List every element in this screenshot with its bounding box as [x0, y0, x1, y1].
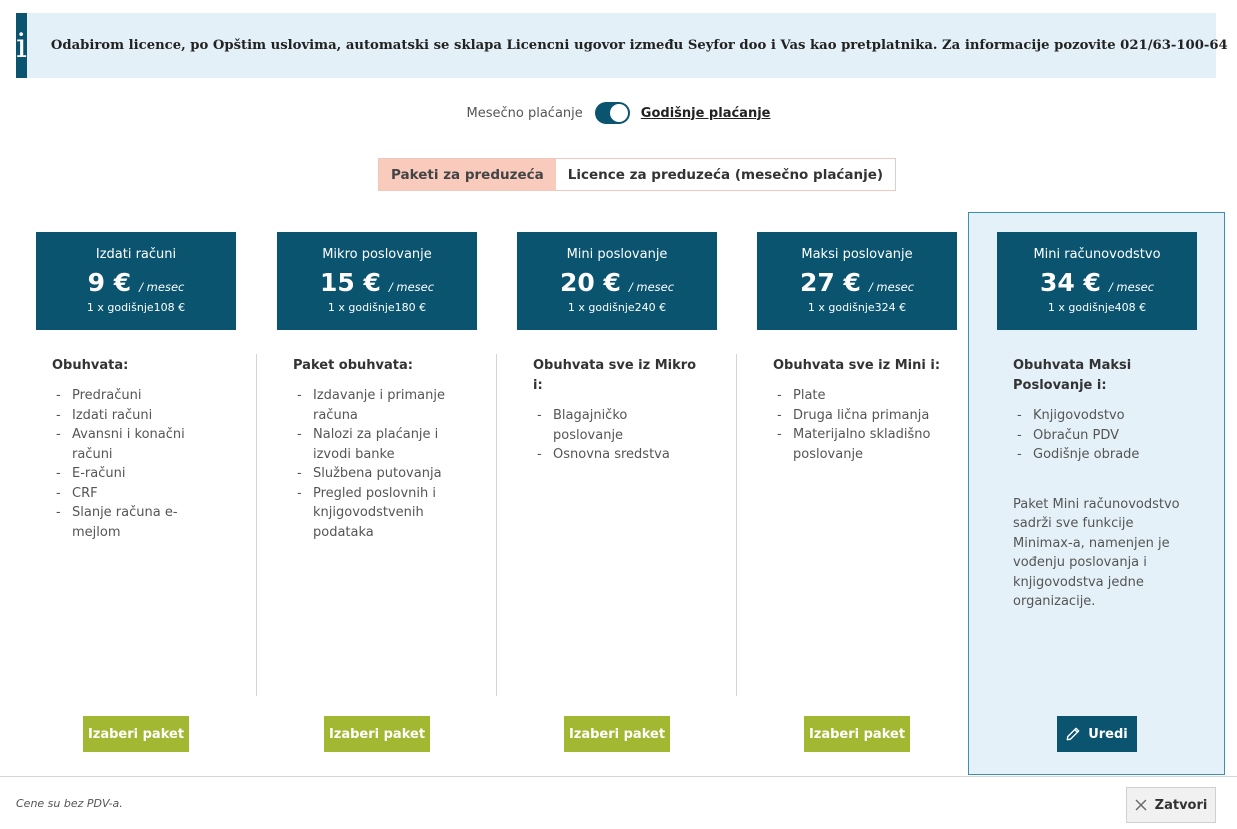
list-item: - Predračuni: [52, 386, 220, 406]
monthly-billing-label[interactable]: Mesečno plaćanje: [466, 105, 583, 121]
package-name: Mini računovodstvo: [1033, 247, 1161, 262]
info-icon: i: [16, 13, 27, 78]
package-content: [997, 356, 1197, 612]
package-name: Mini poslovanje: [566, 247, 668, 262]
feature-list: [533, 406, 701, 465]
edit-button-label: Uredi: [1088, 726, 1128, 742]
list-item: - Blagajničko poslovanje: [533, 406, 701, 445]
vat-note: Cene su bez PDV-a.: [16, 797, 123, 810]
list-item: - Osnovna sredstva: [533, 445, 701, 465]
package-header: [277, 232, 477, 330]
package-header: [36, 232, 236, 330]
list-item: - CRF: [52, 484, 220, 504]
yearly-price: 1 x godišnje240 €: [567, 301, 667, 314]
tab-company-licences[interactable]: Licence za preduzeća (mesečno plaćanje): [556, 159, 895, 190]
yearly-price: 1 x godišnje408 €: [1047, 301, 1147, 314]
banner-text: Odabirom licence, po Opštim uslovima, automatski se sklapa Licencni ugovor između Seyfor doo i Vas kao pretplatnika. Za informacije pozovite 021/63-100-64: [50, 38, 1228, 53]
yearly-price: 1 x godišnje324 €: [807, 301, 907, 314]
package-name: Maksi poslovanje: [801, 247, 913, 262]
price-unit: / mesec: [868, 280, 915, 294]
includes-title: Obuhvata Maksi Poslovanje i:: [1013, 358, 1132, 393]
list-item: - Plate: [773, 386, 941, 406]
close-icon: [1135, 799, 1147, 811]
column-divider: [736, 354, 737, 696]
yearly-price: 1 x godišnje180 €: [327, 301, 427, 314]
list-item: - Izdavanje i primanje računa: [293, 386, 461, 425]
price-unit: / mesec: [628, 280, 675, 294]
list-item: - E-računi: [52, 464, 220, 484]
package-name: Izdati računi: [95, 247, 177, 262]
feature-list: [293, 386, 461, 542]
includes-title: Obuhvata:: [52, 358, 129, 373]
package-price: 20 €: [559, 268, 621, 297]
includes-title: Obuhvata sve iz Mini i:: [773, 358, 941, 373]
tab-company-packages[interactable]: Paketi za preduzeća: [379, 159, 556, 190]
list-item: - Godišnje obrade: [1013, 445, 1181, 465]
list-item: - Izdati računi: [52, 406, 220, 426]
package-card-maksi-poslovanje: [757, 232, 957, 464]
package-price: 27 €: [799, 268, 861, 297]
footer-divider: [0, 776, 1237, 777]
close-button[interactable]: [1126, 787, 1216, 823]
column-divider: [256, 354, 257, 696]
feature-list: [52, 386, 220, 542]
package-card-izdati-racuni: [36, 232, 236, 542]
billing-toggle-row: [0, 102, 1237, 124]
list-item: - Slanje računa e-mejlom: [52, 503, 220, 542]
list-item: - Službena putovanja: [293, 464, 461, 484]
package-content: [757, 356, 957, 464]
select-package-button-mikro[interactable]: Izaberi paket: [324, 716, 430, 752]
close-button-label: Zatvori: [1154, 797, 1208, 813]
list-item: - Pregled poslovnih i knjigovodstvenih podataka: [293, 484, 461, 543]
yearly-billing-label[interactable]: Godišnje plaćanje: [640, 105, 771, 121]
package-header: [757, 232, 957, 330]
price-unit: / mesec: [388, 280, 435, 294]
includes-title: Paket obuhvata:: [293, 358, 413, 373]
yearly-price: 1 x godišnje108 €: [86, 301, 186, 314]
package-price: 9 €: [87, 268, 132, 297]
select-package-button-mini[interactable]: Izaberi paket: [564, 716, 670, 752]
package-tabs: [378, 158, 896, 191]
pencil-icon: [1066, 727, 1080, 741]
package-price: 15 €: [319, 268, 381, 297]
price-unit: / mesec: [139, 280, 185, 294]
switch-knob: [610, 104, 628, 122]
feature-list: [1013, 406, 1181, 465]
feature-list: [773, 386, 941, 464]
package-card-mini-poslovanje: [517, 232, 717, 465]
list-item: - Nalozi za plaćanje i izvodi banke: [293, 425, 461, 464]
list-item: - Materijalno skladišno poslovanje: [773, 425, 941, 464]
package-description: Paket Mini računovodstvo sadrži sve funkcije Minimax-a, namenjen je vođenju poslovanja i knjigovodstva jedne organizacije.: [1013, 496, 1180, 609]
list-item: - Avansni i konačni računi: [52, 425, 220, 464]
package-content: [517, 356, 717, 465]
billing-period-switch[interactable]: [595, 102, 630, 124]
list-item: - Druga lična primanja: [773, 406, 941, 426]
package-name: Mikro poslovanje: [322, 247, 432, 262]
list-item: - Obračun PDV: [1013, 426, 1181, 446]
select-package-button-maksi[interactable]: Izaberi paket: [804, 716, 910, 752]
package-content: [277, 356, 477, 542]
list-item: - Knjigovodstvo: [1013, 406, 1181, 426]
price-unit: / mesec: [1108, 280, 1155, 294]
package-content: [36, 356, 236, 542]
package-price: 34 €: [1039, 268, 1101, 297]
column-divider: [496, 354, 497, 696]
select-package-button-izdati-racuni[interactable]: Izaberi paket: [83, 716, 189, 752]
edit-package-button[interactable]: [1057, 716, 1137, 752]
package-card-mini-racunovodstvo: [997, 232, 1197, 612]
package-header: [997, 232, 1197, 330]
package-header: [517, 232, 717, 330]
package-card-mikro-poslovanje: [277, 232, 477, 542]
info-banner: [16, 13, 1228, 78]
includes-title: Obuhvata sve iz Mikro i:: [533, 358, 697, 393]
